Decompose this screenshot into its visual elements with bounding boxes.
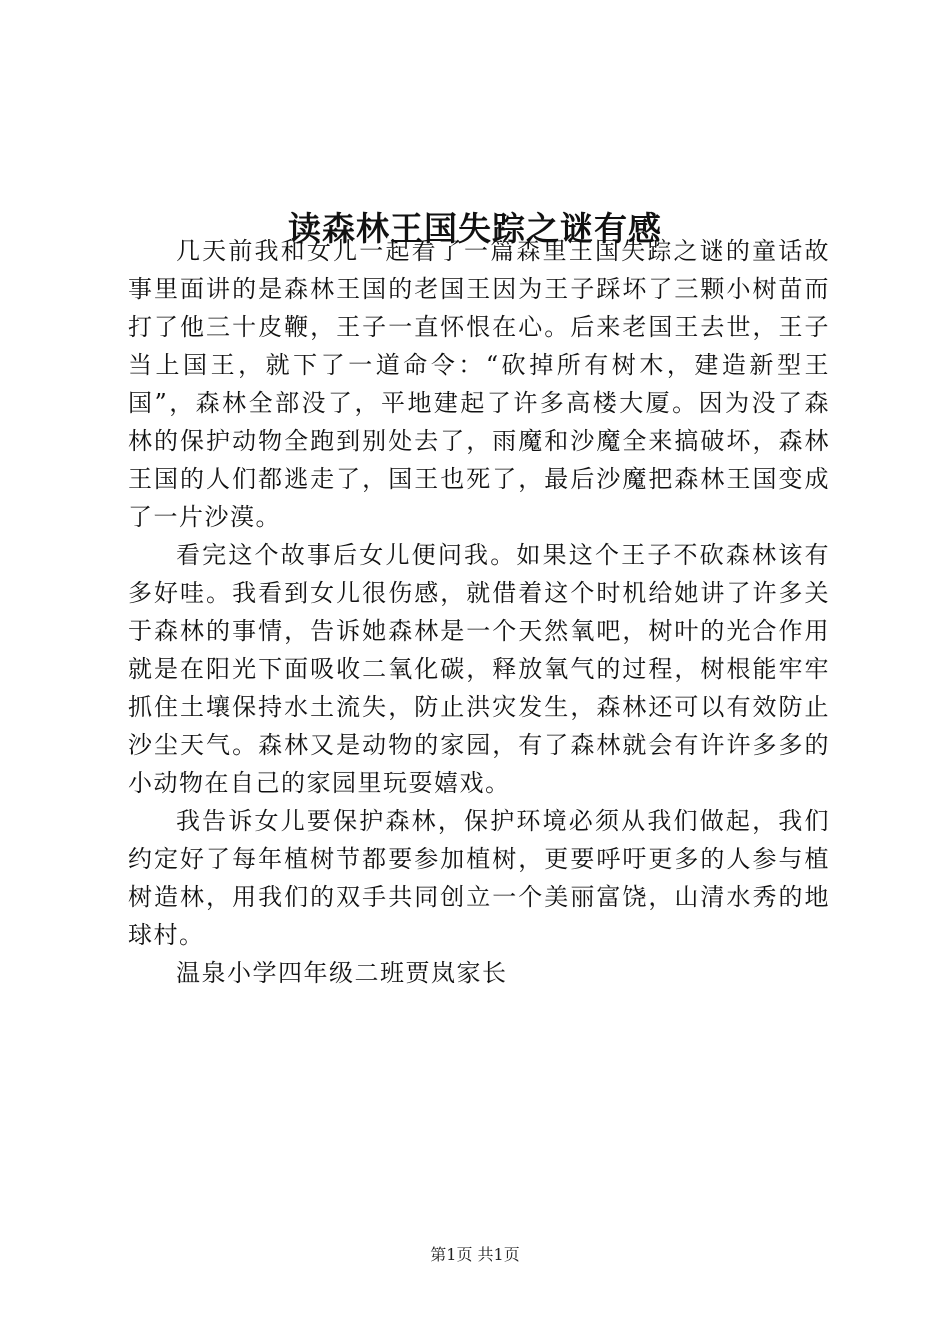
document-body <box>128 232 830 992</box>
paragraph-promise: 我告诉女儿要保护森林，保护环境必须从我们做起，我们约定好了每年植树节都要参加植树，更要呼吁更多的人参与植树造林，用我们的双手共同创立一个美丽富饶，山清水秀的地球村。 <box>128 807 830 949</box>
paragraph-signature: 温泉小学四年级二班贾岚家长 <box>176 959 508 987</box>
document-title: 读森林王国失踪之谜有感 <box>288 209 662 249</box>
page-number-footer: 第1页 共1页 <box>430 1245 520 1264</box>
paragraph-forest-explanation: 看完这个故事后女儿便问我。如果这个王子不砍森林该有多好哇。我看到女儿很伤感，就借着这个时机给她讲了许多关于森林的事情，告诉她森林是一个天然氧吧，树叶的光合作用就是在阳光下面吸收二氧化碳，释放氧气的过程，树根能牢牢抓住土壤保持水土流失，防止洪灾发生，森林还可以有效防止沙尘天气。森林又是动物的家园，有了森林就会有许许多多的小动物在自己的家园里玩耍嬉戏。 <box>128 541 830 797</box>
paragraph-story-summary: 几天前我和女儿一起看了一篇森里王国失踪之谜的童话故事里面讲的是森林王国的老国王因为王子踩坏了三颗小树苗而打了他三十皮鞭，王子一直怀恨在心。后来老国王去世，王子当上国王，就下了一道命令：“砍掉所有树木，建造新型王国”，森林全部没了，平地建起了许多高楼大厦。因为没了森林的保护动物全跑到别处去了，雨魔和沙魔全来搞破坏，森林王国的人们都逃走了，国王也死了，最后沙魔把森林王国变成了一片沙漠。 <box>128 237 830 531</box>
